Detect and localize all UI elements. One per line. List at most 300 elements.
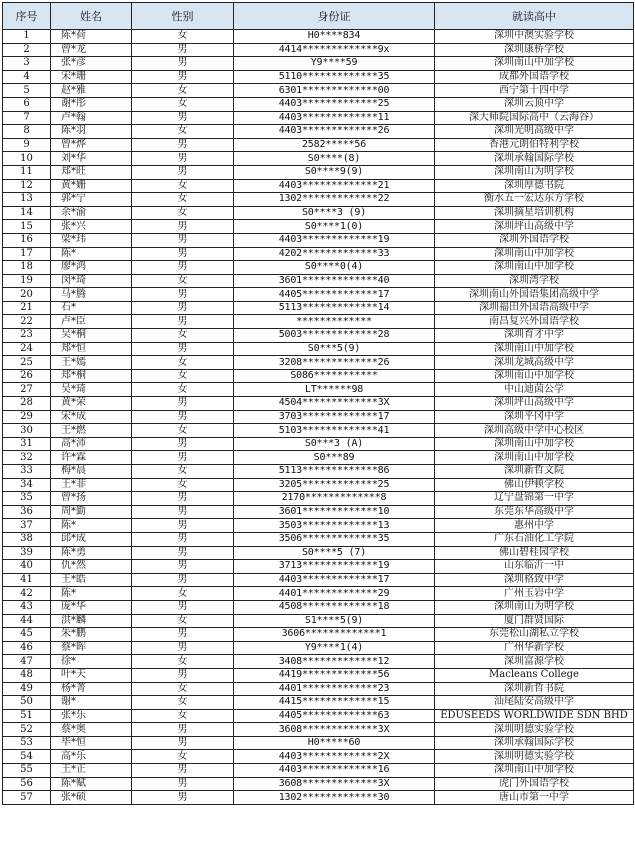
table-row	[3, 43, 634, 57]
cell-index: 44	[3, 614, 51, 628]
table-row	[3, 152, 634, 166]
cell-index: 38	[3, 532, 51, 546]
cell-id-number: LT******98	[234, 383, 435, 397]
cell-gender: 女	[132, 369, 234, 383]
cell-index: 20	[3, 288, 51, 302]
cell-name: 陈*荷	[51, 30, 132, 44]
cell-name: 高*乐	[51, 750, 132, 764]
table-row	[3, 532, 634, 546]
table-row	[3, 111, 634, 125]
cell-high-school: 深圳摘星培训机构	[435, 206, 634, 220]
cell-id-number: 4414*************9x	[234, 43, 435, 57]
cell-high-school: 深圳南山中加学校	[435, 57, 634, 71]
table-row	[3, 587, 634, 601]
cell-high-school: 深圳南山为明学校	[435, 600, 634, 614]
cell-gender: 女	[132, 97, 234, 111]
cell-id-number: 4405*************17	[234, 288, 435, 302]
cell-index: 45	[3, 628, 51, 642]
cell-name: 郑*旺	[51, 165, 132, 179]
cell-gender: 男	[132, 111, 234, 125]
table-row	[3, 179, 634, 193]
cell-gender: 男	[132, 70, 234, 84]
cell-name: 刘*华	[51, 152, 132, 166]
table-row	[3, 247, 634, 261]
cell-index: 57	[3, 791, 51, 805]
cell-id-number: 4403*************2X	[234, 750, 435, 764]
cell-index: 27	[3, 383, 51, 397]
cell-name: 郑*桐	[51, 369, 132, 383]
cell-id-number: H0*****60	[234, 736, 435, 750]
cell-high-school: 深圳新哲书院	[435, 682, 634, 696]
cell-high-school: 深圳承翰国际学校	[435, 736, 634, 750]
cell-high-school: 唐山市第一中学	[435, 791, 634, 805]
cell-high-school: 深圳承翰国际学校	[435, 152, 634, 166]
cell-name: 王*菲	[51, 478, 132, 492]
cell-high-school: 深圳新哲文院	[435, 465, 634, 479]
cell-high-school: EDUSEEDS WORLDWIDE SDN BHD	[435, 709, 634, 723]
cell-gender: 男	[132, 764, 234, 778]
cell-gender: 男	[132, 668, 234, 682]
cell-name: 陈*	[51, 587, 132, 601]
cell-high-school: 深圳坪山高级中学	[435, 220, 634, 234]
cell-high-school: 深圳育才中学	[435, 329, 634, 343]
cell-name: 陈*	[51, 247, 132, 261]
cell-id-number: 4403*************19	[234, 233, 435, 247]
cell-index: 23	[3, 329, 51, 343]
cell-id-number: 4403*************17	[234, 573, 435, 587]
cell-index: 16	[3, 233, 51, 247]
cell-id-number: Y9****1(4)	[234, 641, 435, 655]
cell-name: 王*嫣	[51, 356, 132, 370]
cell-index: 25	[3, 356, 51, 370]
cell-high-school: 虎门外国语学校	[435, 777, 634, 791]
cell-high-school: 深圳高级中学中心校区	[435, 424, 634, 438]
cell-gender: 男	[132, 220, 234, 234]
table-row	[3, 125, 634, 139]
cell-high-school: 惠州中学	[435, 519, 634, 533]
cell-index: 29	[3, 410, 51, 424]
table-row	[3, 465, 634, 479]
cell-id-number: 3503*************13	[234, 519, 435, 533]
cell-high-school: 深圳南山外国语集团高级中学	[435, 288, 634, 302]
cell-high-school: 广州华新学校	[435, 641, 634, 655]
cell-name: 曾*扬	[51, 492, 132, 506]
table-row	[3, 668, 634, 682]
cell-name: 朱*鹏	[51, 628, 132, 642]
cell-name: 郑*恒	[51, 342, 132, 356]
cell-index: 24	[3, 342, 51, 356]
cell-id-number: 5113*************14	[234, 301, 435, 315]
cell-index: 51	[3, 709, 51, 723]
cell-name: 梅*晨	[51, 465, 132, 479]
cell-high-school: 东莞松山湖私立学校	[435, 628, 634, 642]
cell-name: 宋*成	[51, 410, 132, 424]
cell-id-number: Y9****59	[234, 57, 435, 71]
cell-index: 19	[3, 274, 51, 288]
table-row	[3, 628, 634, 642]
cell-id-number: S0****5 (7)	[234, 546, 435, 560]
cell-name: 余*渝	[51, 206, 132, 220]
cell-id-number: 4405*************63	[234, 709, 435, 723]
cell-gender: 男	[132, 247, 234, 261]
cell-id-number: 5110*************35	[234, 70, 435, 84]
cell-id-number: 4202*************33	[234, 247, 435, 261]
cell-id-number: 4401*************23	[234, 682, 435, 696]
cell-name: 王*燃	[51, 424, 132, 438]
cell-id-number: 6301*************00	[234, 84, 435, 98]
cell-id-number: 4403*************25	[234, 97, 435, 111]
cell-high-school: 深圳云顶中学	[435, 97, 634, 111]
table-row	[3, 505, 634, 519]
table-row	[3, 97, 634, 111]
cell-high-school: 成都外国语学校	[435, 70, 634, 84]
cell-high-school: 厦门群贤国际	[435, 614, 634, 628]
cell-index: 28	[3, 397, 51, 411]
cell-index: 18	[3, 261, 51, 275]
cell-gender: 男	[132, 519, 234, 533]
cell-gender: 女	[132, 84, 234, 98]
cell-high-school: 深圳中澳实验学校	[435, 30, 634, 44]
cell-name: 陈*羽	[51, 125, 132, 139]
cell-high-school: 广东石油化工学院	[435, 532, 634, 546]
header-index: 序号	[3, 3, 51, 30]
cell-index: 43	[3, 600, 51, 614]
cell-name: 曾*龙	[51, 43, 132, 57]
cell-id-number: 2582*****56	[234, 138, 435, 152]
cell-name: 周*勤	[51, 505, 132, 519]
cell-name: 高*沛	[51, 437, 132, 451]
cell-id-number: 5103*************41	[234, 424, 435, 438]
cell-high-school: 深圳龙城高级中学	[435, 356, 634, 370]
cell-index: 46	[3, 641, 51, 655]
cell-name: 张*硕	[51, 791, 132, 805]
cell-high-school: 佛山伊顿学校	[435, 478, 634, 492]
cell-high-school: 辽宁盘锦第一中学	[435, 492, 634, 506]
cell-index: 3	[3, 57, 51, 71]
cell-id-number: H0****834	[234, 30, 435, 44]
cell-name: 张*彦	[51, 57, 132, 71]
cell-high-school: 深圳明德实验学校	[435, 723, 634, 737]
cell-id-number: *************	[234, 315, 435, 329]
student-list-table	[2, 2, 634, 805]
cell-name: 石*	[51, 301, 132, 315]
cell-gender: 男	[132, 397, 234, 411]
cell-gender: 男	[132, 165, 234, 179]
table-row	[3, 600, 634, 614]
table-row	[3, 30, 634, 44]
cell-name: 张*乐	[51, 709, 132, 723]
cell-name: 梁*玮	[51, 233, 132, 247]
cell-id-number: 3208*************26	[234, 356, 435, 370]
cell-name: 黄*姗	[51, 179, 132, 193]
cell-gender: 女	[132, 125, 234, 139]
cell-index: 5	[3, 84, 51, 98]
cell-index: 15	[3, 220, 51, 234]
cell-gender: 女	[132, 356, 234, 370]
cell-id-number: 4415*************15	[234, 696, 435, 710]
cell-gender: 男	[132, 600, 234, 614]
table-row	[3, 410, 634, 424]
cell-high-school: 深圳湾学校	[435, 274, 634, 288]
cell-high-school: 佛山碧桂园学校	[435, 546, 634, 560]
cell-index: 54	[3, 750, 51, 764]
cell-gender: 男	[132, 261, 234, 275]
cell-gender: 男	[132, 233, 234, 247]
table-row	[3, 233, 634, 247]
table-row	[3, 682, 634, 696]
header-id-number: 身份证	[234, 3, 435, 30]
cell-id-number: 4419*************56	[234, 668, 435, 682]
table-header	[3, 3, 634, 30]
cell-id-number: S0****0(4)	[234, 261, 435, 275]
cell-id-number: 4504*************3X	[234, 397, 435, 411]
cell-gender: 男	[132, 560, 234, 574]
table-row	[3, 274, 634, 288]
cell-name: 宋*珊	[51, 70, 132, 84]
cell-id-number: 4403*************11	[234, 111, 435, 125]
cell-id-number: 3713*************19	[234, 560, 435, 574]
cell-name: 吴*桐	[51, 329, 132, 343]
table-row	[3, 315, 634, 329]
cell-gender: 男	[132, 451, 234, 465]
cell-name: 谢*	[51, 696, 132, 710]
table-row	[3, 261, 634, 275]
cell-id-number: 3608*************3X	[234, 723, 435, 737]
cell-index: 36	[3, 505, 51, 519]
cell-name: 赵*雅	[51, 84, 132, 98]
cell-high-school: 山东临沂一中	[435, 560, 634, 574]
cell-gender: 女	[132, 587, 234, 601]
cell-high-school: 深圳坪山高级中学	[435, 397, 634, 411]
cell-index: 10	[3, 152, 51, 166]
cell-high-school: 深圳明德实验学校	[435, 750, 634, 764]
cell-gender: 男	[132, 532, 234, 546]
cell-index: 41	[3, 573, 51, 587]
cell-high-school: 深圳南山中加学校	[435, 451, 634, 465]
cell-gender: 男	[132, 437, 234, 451]
cell-name: 洪*麟	[51, 614, 132, 628]
cell-id-number: S0****(8)	[234, 152, 435, 166]
cell-index: 53	[3, 736, 51, 750]
cell-id-number: 3703*************17	[234, 410, 435, 424]
cell-name: 吴*琦	[51, 383, 132, 397]
table-row	[3, 736, 634, 750]
cell-index: 49	[3, 682, 51, 696]
cell-index: 32	[3, 451, 51, 465]
cell-index: 40	[3, 560, 51, 574]
table-row	[3, 709, 634, 723]
cell-gender: 女	[132, 750, 234, 764]
cell-high-school: 深圳南山为明学校	[435, 165, 634, 179]
cell-id-number: 1302*************30	[234, 791, 435, 805]
cell-gender: 女	[132, 709, 234, 723]
cell-name: 杨*菁	[51, 682, 132, 696]
cell-id-number: 3205*************25	[234, 478, 435, 492]
table-row	[3, 70, 634, 84]
table-row	[3, 696, 634, 710]
cell-name: 庞*华	[51, 600, 132, 614]
table-row	[3, 777, 634, 791]
cell-id-number: 1302*************22	[234, 193, 435, 207]
cell-high-school: 衡水五一宏达东方学校	[435, 193, 634, 207]
table-row	[3, 220, 634, 234]
cell-name: 邱*成	[51, 532, 132, 546]
cell-id-number: S086***********	[234, 369, 435, 383]
cell-index: 26	[3, 369, 51, 383]
cell-gender: 男	[132, 138, 234, 152]
cell-index: 50	[3, 696, 51, 710]
cell-name: 黄*荣	[51, 397, 132, 411]
cell-gender: 男	[132, 152, 234, 166]
cell-id-number: 3408*************12	[234, 655, 435, 669]
cell-high-school: 深圳康桥学校	[435, 43, 634, 57]
table-row	[3, 356, 634, 370]
cell-gender: 女	[132, 655, 234, 669]
cell-index: 42	[3, 587, 51, 601]
cell-gender: 男	[132, 505, 234, 519]
table-row	[3, 383, 634, 397]
cell-high-school: 深圳南山中加学校	[435, 261, 634, 275]
cell-index: 48	[3, 668, 51, 682]
cell-index: 37	[3, 519, 51, 533]
cell-gender: 男	[132, 492, 234, 506]
cell-high-school: 深圳厚德书院	[435, 179, 634, 193]
table-body	[3, 30, 634, 805]
cell-id-number: 4508*************18	[234, 600, 435, 614]
cell-id-number: 3601*************10	[234, 505, 435, 519]
table-row	[3, 614, 634, 628]
cell-index: 9	[3, 138, 51, 152]
table-row	[3, 57, 634, 71]
header-gender: 性别	[132, 3, 234, 30]
cell-name: 卢*翰	[51, 111, 132, 125]
cell-name: 张*兴	[51, 220, 132, 234]
header-row	[3, 3, 634, 30]
cell-index: 56	[3, 777, 51, 791]
cell-id-number: S0****9(9)	[234, 165, 435, 179]
cell-gender: 女	[132, 696, 234, 710]
cell-index: 13	[3, 193, 51, 207]
cell-high-school: 广州玉岩中学	[435, 587, 634, 601]
table-row	[3, 560, 634, 574]
table-row	[3, 750, 634, 764]
cell-name: 蔡*奥	[51, 723, 132, 737]
cell-gender: 女	[132, 193, 234, 207]
cell-id-number: 2170*************8	[234, 492, 435, 506]
cell-high-school: 深圳富源学校	[435, 655, 634, 669]
cell-gender: 女	[132, 179, 234, 193]
cell-gender: 男	[132, 546, 234, 560]
cell-gender: 男	[132, 315, 234, 329]
cell-high-school: 深圳南山中加学校	[435, 342, 634, 356]
table-row	[3, 424, 634, 438]
cell-name: 许*霖	[51, 451, 132, 465]
table-row	[3, 301, 634, 315]
cell-id-number: 3506*************35	[234, 532, 435, 546]
cell-gender: 女	[132, 383, 234, 397]
cell-name: 曾*烨	[51, 138, 132, 152]
header-high-school: 就读高中	[435, 3, 634, 30]
table-row	[3, 546, 634, 560]
cell-id-number: S0***89	[234, 451, 435, 465]
cell-name: 陈*勇	[51, 546, 132, 560]
cell-id-number: S0****1(0)	[234, 220, 435, 234]
table-row	[3, 138, 634, 152]
cell-id-number: S0***3 (A)	[234, 437, 435, 451]
cell-name: 仇*然	[51, 560, 132, 574]
cell-name: 王*皓	[51, 573, 132, 587]
table-row	[3, 193, 634, 207]
cell-index: 22	[3, 315, 51, 329]
cell-id-number: 5003*************28	[234, 329, 435, 343]
cell-gender: 男	[132, 410, 234, 424]
cell-index: 12	[3, 179, 51, 193]
table-row	[3, 206, 634, 220]
table-row	[3, 437, 634, 451]
cell-high-school: Macleans College	[435, 668, 634, 682]
cell-index: 35	[3, 492, 51, 506]
cell-high-school: 中山迪茵公学	[435, 383, 634, 397]
cell-high-school: 深圳平冈中学	[435, 410, 634, 424]
cell-high-school: 深圳光明高级中学	[435, 125, 634, 139]
cell-id-number: 4403*************16	[234, 764, 435, 778]
cell-name: 廖*鸿	[51, 261, 132, 275]
cell-name: 徐*	[51, 655, 132, 669]
cell-gender: 男	[132, 777, 234, 791]
cell-id-number: 5113*************86	[234, 465, 435, 479]
table-row	[3, 397, 634, 411]
cell-high-school: 深圳南山中加学校	[435, 369, 634, 383]
cell-gender: 男	[132, 43, 234, 57]
cell-gender: 女	[132, 424, 234, 438]
table-row	[3, 764, 634, 778]
cell-id-number: S0***5(9)	[234, 342, 435, 356]
cell-gender: 女	[132, 478, 234, 492]
cell-high-school: 深大师院国际高中（云海谷）	[435, 111, 634, 125]
cell-high-school: 香港元朗伯特利学校	[435, 138, 634, 152]
cell-id-number: S0****3 (9)	[234, 206, 435, 220]
cell-high-school: 深圳格致中学	[435, 573, 634, 587]
cell-id-number: 4403*************26	[234, 125, 435, 139]
table-row	[3, 478, 634, 492]
cell-high-school: 西宁第十四中学	[435, 84, 634, 98]
cell-gender: 男	[132, 723, 234, 737]
cell-index: 21	[3, 301, 51, 315]
cell-gender: 男	[132, 628, 234, 642]
cell-high-school: 深圳南山中加学校	[435, 764, 634, 778]
cell-name: 闵*琦	[51, 274, 132, 288]
cell-index: 34	[3, 478, 51, 492]
table-row	[3, 329, 634, 343]
cell-index: 14	[3, 206, 51, 220]
table-row	[3, 165, 634, 179]
cell-gender: 男	[132, 641, 234, 655]
cell-index: 11	[3, 165, 51, 179]
cell-name: 郭*宁	[51, 193, 132, 207]
cell-index: 6	[3, 97, 51, 111]
cell-gender: 男	[132, 791, 234, 805]
cell-gender: 女	[132, 682, 234, 696]
cell-gender: 男	[132, 342, 234, 356]
cell-index: 7	[3, 111, 51, 125]
cell-gender: 男	[132, 736, 234, 750]
cell-gender: 女	[132, 30, 234, 44]
header-name: 姓名	[51, 3, 132, 30]
table-row	[3, 519, 634, 533]
cell-index: 17	[3, 247, 51, 261]
cell-index: 39	[3, 546, 51, 560]
cell-gender: 男	[132, 301, 234, 315]
